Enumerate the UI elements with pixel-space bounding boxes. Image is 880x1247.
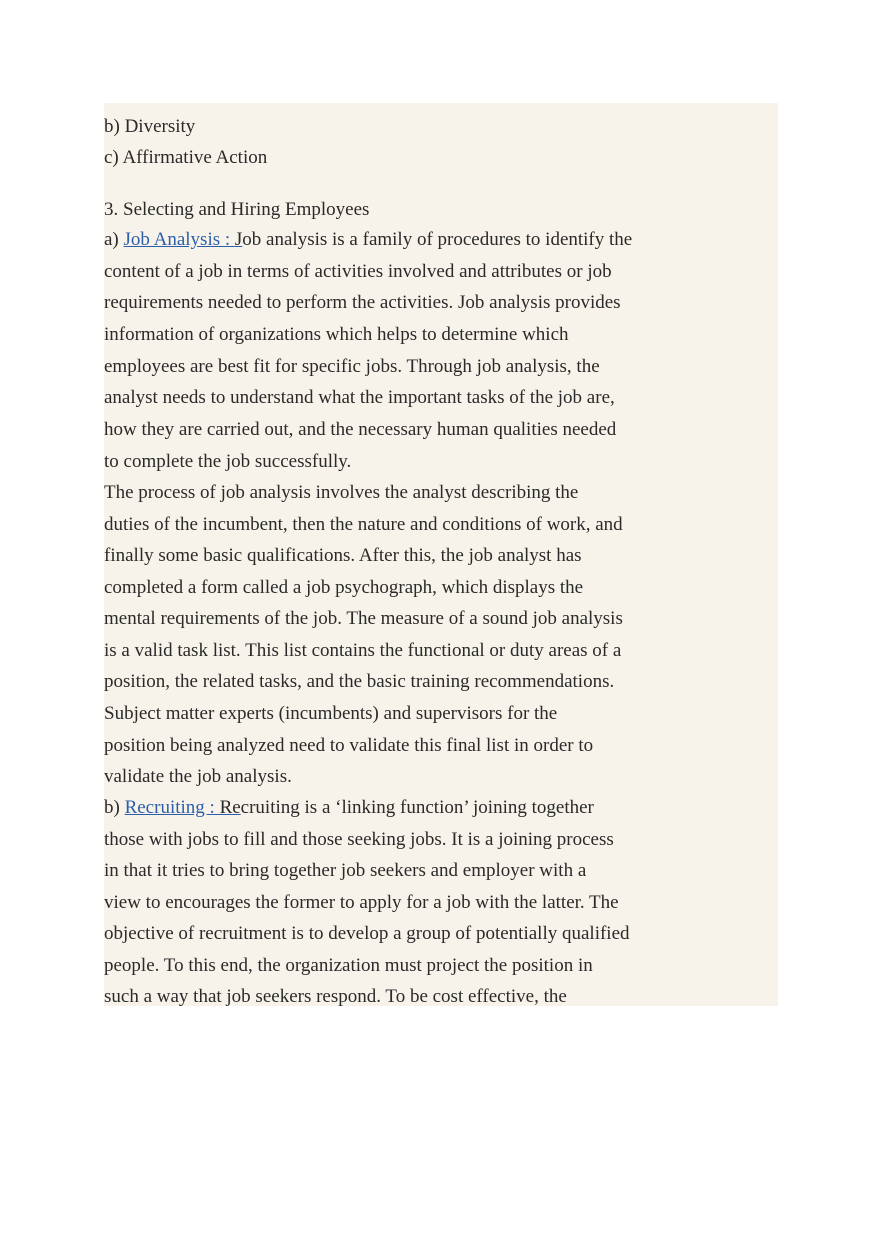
job-analysis-prefix: a)	[104, 229, 124, 250]
paragraph-line: duties of the incumbent, then the nature and conditions of work, and	[104, 514, 623, 535]
job-analysis-link-tail: J	[234, 229, 243, 250]
section-heading: 3. Selecting and Hiring Employees	[104, 199, 370, 220]
recruiting-first-rest: cruiting is a ‘linking function’ joining together	[240, 797, 594, 818]
list-item-diversity: b) Diversity	[104, 116, 196, 137]
paragraph-line: in that it tries to bring together job seekers and employer with a	[104, 860, 587, 881]
recruiting-first-line	[104, 796, 594, 820]
paragraph-line: finally some basic qualifications. After this, the job analyst has	[104, 545, 582, 566]
paragraph-line: requirements needed to perform the activities. Job analysis provides	[104, 292, 621, 313]
paragraph-line: how they are carried out, and the necessary human qualities needed	[104, 419, 617, 440]
paragraph-line: position being analyzed need to validate this final list in order to	[104, 735, 594, 756]
recruiting-link[interactable]: Recruiting :	[124, 797, 220, 818]
paragraph-line: those with jobs to fill and those seeking jobs. It is a joining process	[104, 829, 614, 850]
paragraph-line: completed a form called a job psychograph, which displays the	[104, 577, 584, 598]
paragraph-line: position, the related tasks, and the basic training recommendations.	[104, 671, 615, 692]
paragraph-line: employees are best fit for specific jobs. Through job analysis, the	[104, 356, 600, 377]
paragraph-line: analyst needs to understand what the important tasks of the job are,	[104, 387, 615, 408]
recruiting-prefix: b)	[104, 797, 125, 818]
list-item-affirmative-action: c) Affirmative Action	[104, 147, 268, 168]
paragraph-line: Subject matter experts (incumbents) and supervisors for the	[104, 703, 558, 724]
paragraph-line: mental requirements of the job. The measure of a sound job analysis	[104, 608, 623, 629]
paragraph-line: to complete the job successfully.	[104, 451, 352, 472]
recruiting-link-tail: Re	[219, 797, 241, 818]
job-analysis-first-rest: ob analysis is a family of procedures to identify the	[242, 229, 633, 250]
paragraph-line: view to encourages the former to apply for a job with the latter. The	[104, 892, 619, 913]
job-analysis-first-line	[104, 228, 632, 252]
paragraph-line: is a valid task list. This list contains the functional or duty areas of a	[104, 640, 622, 661]
paragraph-line: content of a job in terms of activities involved and attributes or job	[104, 261, 612, 282]
paragraph-line: such a way that job seekers respond. To be cost effective, the	[104, 986, 567, 1007]
paragraph-line: information of organizations which helps to determine which	[104, 324, 569, 345]
paragraph-line: objective of recruitment is to develop a group of potentially qualified	[104, 923, 630, 944]
paragraph-line: people. To this end, the organization must project the position in	[104, 955, 593, 976]
paragraph-line: validate the job analysis.	[104, 766, 292, 787]
job-analysis-link[interactable]: Job Analysis :	[123, 229, 235, 250]
document-text-block	[104, 103, 778, 1006]
paragraph-line: The process of job analysis involves the analyst describing the	[104, 482, 579, 503]
